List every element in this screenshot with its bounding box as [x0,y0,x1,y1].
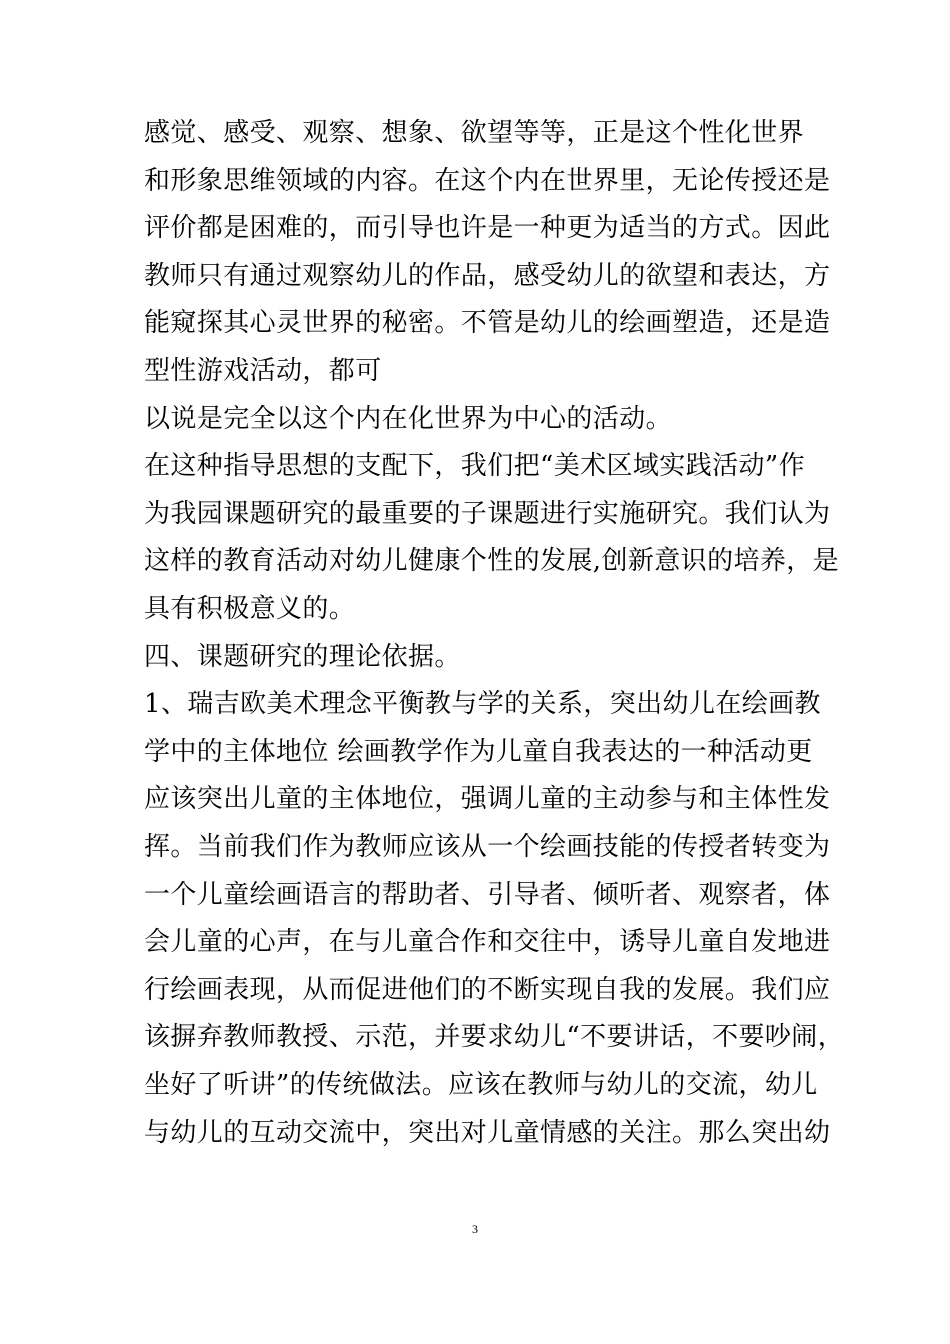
page-number: 3 [472,1222,478,1236]
text-line: 这样的教育活动对幼儿健康个性的发展,创新意识的培养，是 [144,546,840,576]
text-line: 感觉、感受、观察、想象、欲望等等，正是这个性化世界 [144,118,805,148]
text-line: 在这种指导思想的支配下，我们把“美术区域实践活动”作 [144,451,805,481]
text-line: 应该突出儿童的主体地位，强调儿童的主动参与和主体性发 [144,784,831,814]
text-line: 与幼儿的互动交流中，突出对儿童情感的关注。那么突出幼 [144,1118,831,1148]
text-line: 会儿童的心声，在与儿童合作和交往中，诱导儿童自发地进 [144,927,831,957]
text-line: 1、瑞吉欧美术理念平衡教与学的关系，突出幼儿在绘画教 [144,689,821,719]
text-line: 以说是完全以这个内在化世界为中心的活动。 [144,404,673,434]
text-line: 四、课题研究的理论依据。 [144,642,461,672]
text-line: 型性游戏活动，都可 [144,356,382,386]
text-line: 行绘画表现，从而促进他们的不断实现自我的发展。我们应 [144,975,831,1005]
text-line: 为我园课题研究的最重要的子课题进行实施研究。我们认为 [144,499,831,529]
text-line: 挥。当前我们作为教师应该从一个绘画技能的传授者转变为 [144,832,831,862]
text-line: 和形象思维领域的内容。在这个内在世界里，无论传授还是 [144,166,831,196]
text-line: 该摒弃教师教授、示范，并要求幼儿“不要讲话，不要吵闹， [144,1022,845,1052]
text-line: 坐好了听讲”的传统做法。应该在教师与幼儿的交流，幼儿 [144,1070,818,1100]
text-line: 教师只有通过观察幼儿的作品，感受幼儿的欲望和表达，方 [144,261,831,291]
text-line: 一个儿童绘画语言的帮助者、引导者、倾听者、观察者，体 [144,880,831,910]
text-line: 学中的主体地位 绘画教学作为儿童自我表达的一种活动更 [144,737,813,767]
text-line: 能窥探其心灵世界的秘密。不管是幼儿的绘画塑造，还是造 [144,308,831,338]
text-line: 评价都是困难的，而引导也许是一种更为适当的方式。因此 [144,213,831,243]
text-line: 具有积极意义的。 [144,594,356,624]
